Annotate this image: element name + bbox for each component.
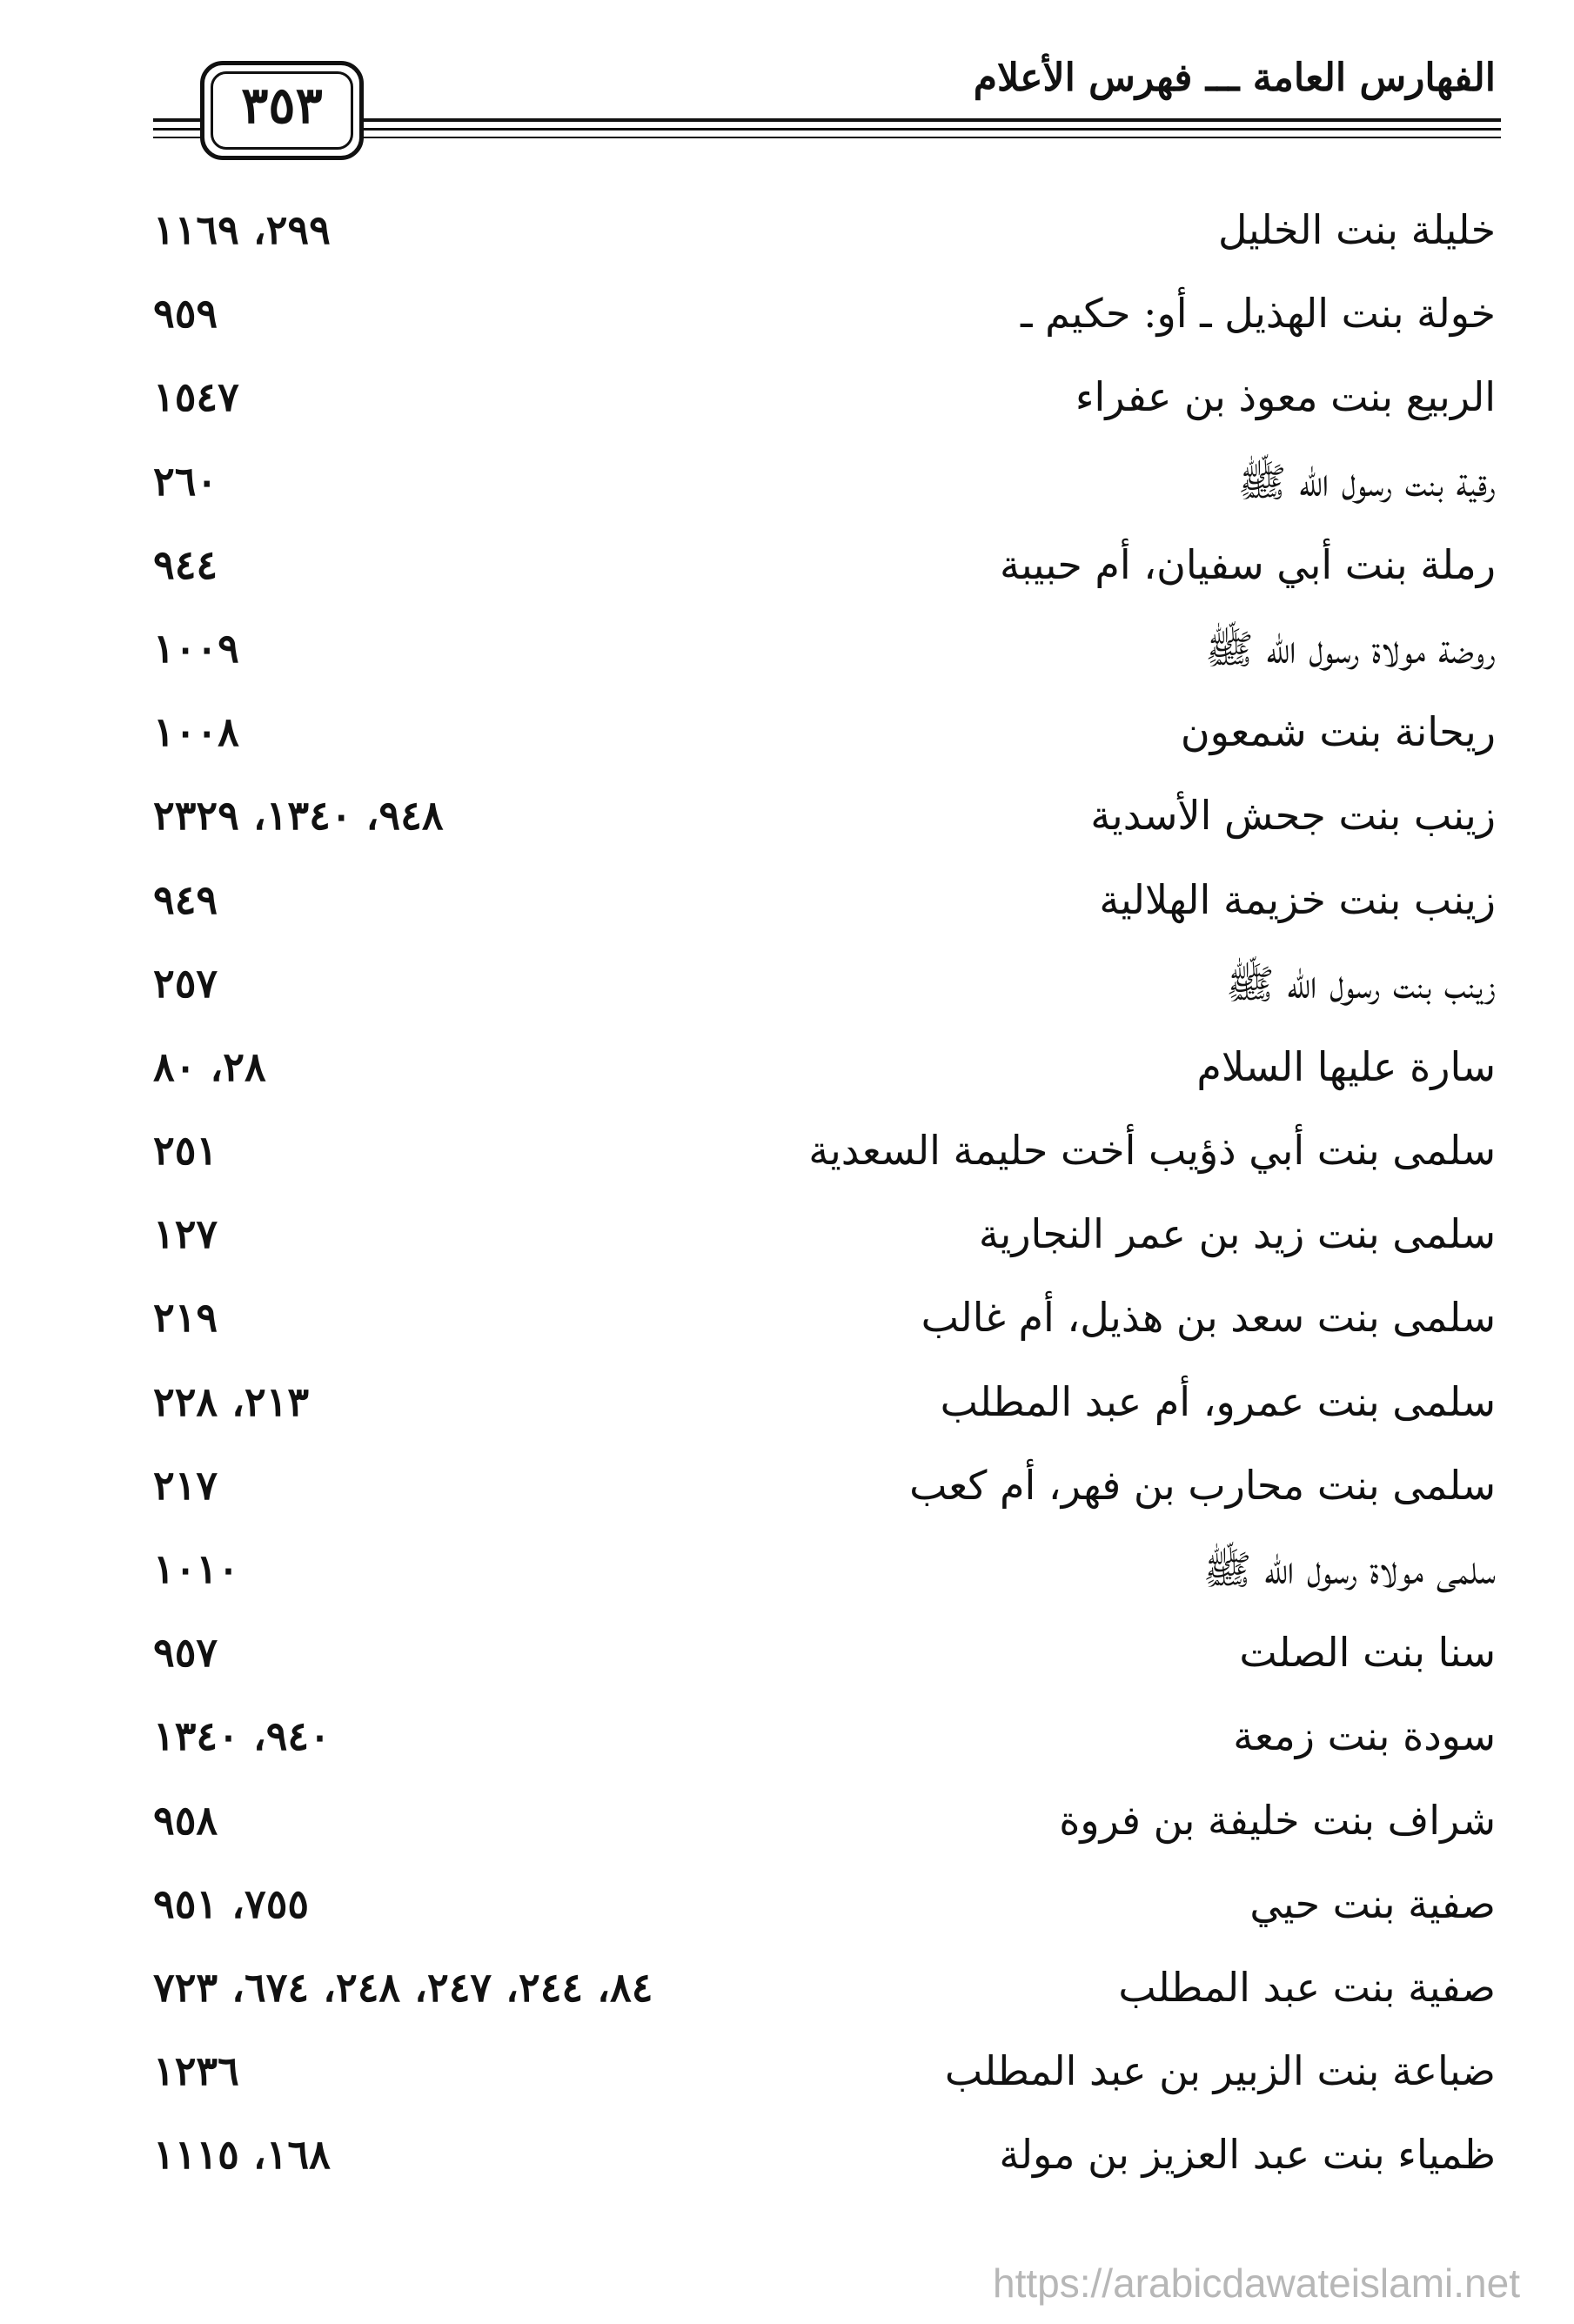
entry-pages: ٩٤٤ [153,540,218,588]
index-row [0,279,1574,363]
running-title: الفهارس العامة ـــ فهرس الأعلام [973,56,1496,100]
index-row [0,1702,1574,1785]
entry-pages: ١٥٤٧ [153,373,239,421]
entry-pages: ٢٨، ٨٠ [153,1042,266,1090]
entry-name: سلمى بنت أبي ذؤيب أخت حليمة السعدية [808,1127,1496,1175]
index-row [0,781,1574,865]
entry-pages: ٩٥٩ [153,290,218,338]
watermark-url: https://arabicdawateislami.net [993,2260,1520,2306]
index-row [0,949,1574,1033]
entry-pages: ١٠٠٨ [153,708,239,756]
entry-name: صفية بنت حيي [1249,1879,1496,1927]
entry-name: صفية بنت عبد المطلب [1118,1963,1496,2011]
entry-pages: ٩٤٠، ١٣٤٠ [153,1712,331,1760]
entry-pages: ٢١٩ [153,1294,218,1342]
entry-name: الربيع بنت معوذ بن عفراء [1075,373,1496,421]
index-row [0,531,1574,614]
entry-pages: ١٦٨، ١١١٥ [153,2131,331,2179]
entry-name: زينب بنت جحش الأسدية [1090,792,1496,840]
index-row [0,1870,1574,1953]
index-row [0,1200,1574,1283]
entry-pages: ٢١٧ [153,1461,218,1509]
entry-pages: ١٢٧ [153,1210,218,1258]
index-row [0,1786,1574,1870]
index-row [0,447,1574,531]
entry-pages: ١٢٣٦ [153,2047,239,2095]
entry-pages: ٩٤٨، ١٣٤٠، ٢٣٢٩ [153,792,444,840]
entry-name: رقية بنت رسول الله ﷺ [1237,458,1496,506]
index-row [0,1953,1574,2037]
entry-pages: ٢٦٠ [153,457,218,505]
entry-pages: ١٠١٠ [153,1545,239,1592]
entry-name: سودة بنت زمعة [1233,1712,1496,1760]
index-row [0,363,1574,446]
entry-name: رملة بنت أبي سفيان، أم حبيبة [1000,540,1496,588]
index-row [0,1116,1574,1200]
entry-name: سلمى بنت محارب بن فهر، أم كعب [909,1461,1496,1509]
entry-pages: ٩٥٨ [153,1796,218,1844]
index-row [0,1451,1574,1535]
entry-pages: ٢٩٩، ١١٦٩ [153,206,331,253]
entry-name: زينب بنت خزيمة الهلالية [1099,875,1496,923]
entry-pages: ٩٤٩ [153,875,218,923]
entry-name: سلمى بنت عمرو، أم عبد المطلب [940,1377,1496,1425]
page-number: ٣٥٣ [241,76,323,135]
entry-pages: ٧٥٥، ٩٥١ [153,1879,310,1927]
index-list [0,196,1574,2205]
index-row [0,2120,1574,2204]
index-row [0,866,1574,949]
entry-name: خولة بنت الهذيل ـ أو: حكيم ـ [1020,290,1496,338]
index-row [0,614,1574,698]
index-row [0,1033,1574,1116]
entry-pages: ١٠٠٩ [153,624,239,672]
entry-pages: ٩٥٧ [153,1629,218,1677]
entry-name: خليلة بنت الخليل [1218,206,1496,253]
index-row [0,1535,1574,1618]
entry-name: ريحانة بنت شمعون [1180,708,1496,756]
entry-name: ظمياء بنت عبد العزيز بن مولة [999,2131,1496,2179]
page-number-frame [200,61,364,160]
index-row [0,196,1574,279]
entry-pages: ٢١٣، ٢٢٨ [153,1377,310,1425]
entry-pages: ٢٥٧ [153,959,218,1007]
index-row [0,1618,1574,1702]
index-row [0,1283,1574,1367]
index-row [0,698,1574,781]
entry-name: ضباعة بنت الزبير بن عبد المطلب [944,2047,1496,2095]
entry-name: روضة مولاة رسول الله ﷺ [1205,625,1496,673]
entry-name: شراف بنت خليفة بن فروة [1059,1796,1496,1844]
index-row [0,1368,1574,1451]
entry-pages: ٨٤، ٢٤٤، ٢٤٧، ٢٤٨، ٦٧٤، ٧٢٣ [153,1963,653,2011]
entry-name: سنا بنت الصلت [1239,1629,1496,1677]
entry-pages: ٢٥١ [153,1127,218,1175]
entry-name: زينب بنت رسول الله ﷺ [1225,960,1496,1008]
entry-name: سارة عليها السلام [1196,1042,1496,1090]
index-row [0,2037,1574,2120]
entry-name: سلمى بنت زيد بن عمر النجارية [978,1210,1496,1258]
entry-name: سلمى مولاة رسول الله ﷺ [1202,1546,1496,1593]
page-header [0,0,1574,157]
entry-name: سلمى بنت سعد بن هذيل، أم غالب [921,1294,1496,1342]
